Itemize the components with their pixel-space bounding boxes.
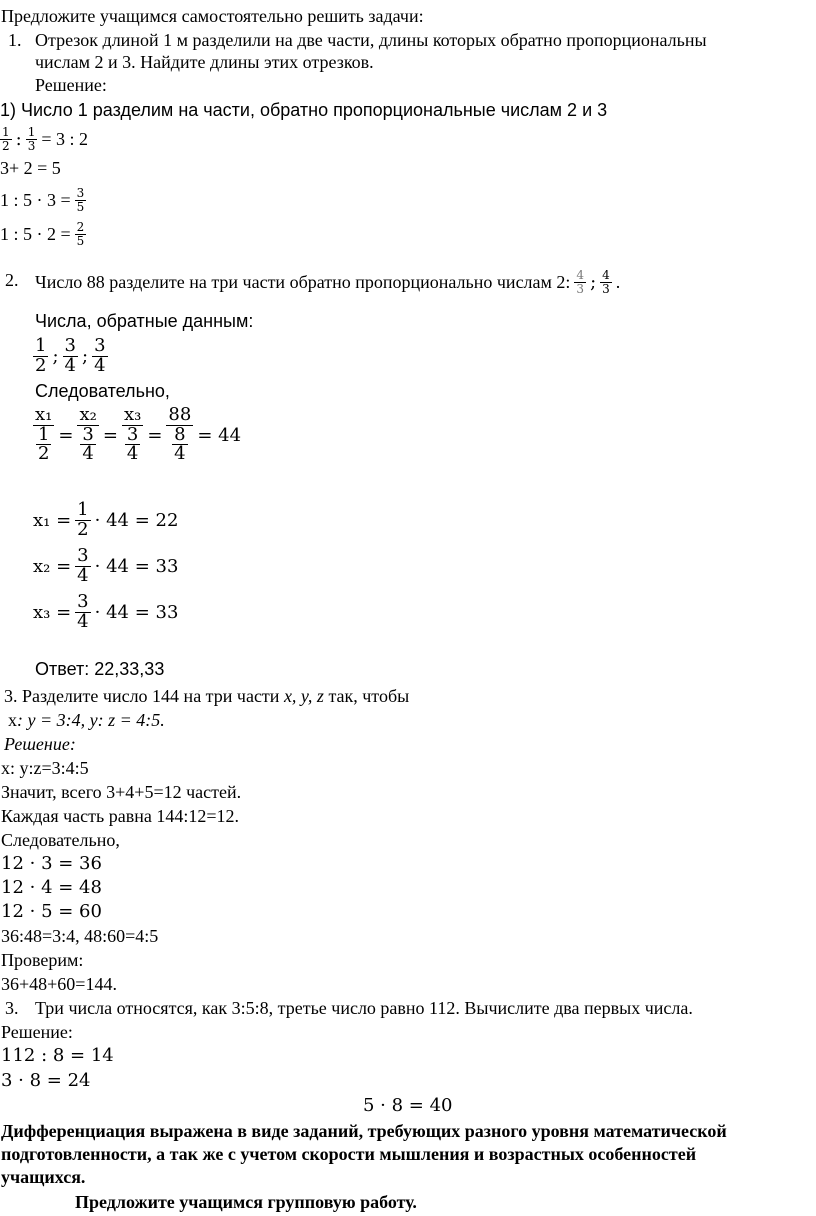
ratio-result: = 3 : 2 xyxy=(41,128,89,149)
task1-number: 1. xyxy=(8,30,22,50)
task3-l4: Следовательно, xyxy=(1,830,120,850)
numerator: 3 xyxy=(77,590,89,612)
equals: = xyxy=(58,424,74,446)
fraction xyxy=(75,544,90,586)
period: . xyxy=(615,271,621,292)
numerator: 3 xyxy=(94,334,106,356)
denominator: 4 xyxy=(64,354,76,376)
fraction xyxy=(77,403,98,465)
denominator: 4 xyxy=(94,354,106,376)
numerator: 3 xyxy=(126,423,139,445)
fraction xyxy=(172,423,187,465)
denominator: 4 xyxy=(82,443,94,465)
task2-x3 xyxy=(33,588,182,636)
fraction xyxy=(600,269,612,295)
task2-inverse-label: Числа, обратные данным: xyxy=(35,311,254,331)
task1-ratio xyxy=(0,122,92,156)
part2-lhs: 1 : 5 · 2 = xyxy=(0,223,71,244)
task1-text-line2: числам 2 и 3. Найдите длины этих отрезков. xyxy=(35,52,374,72)
equals: = xyxy=(102,424,118,446)
task3-l1: x: y:z=3:4:5 xyxy=(1,758,89,778)
x3-rhs: · 44 = 33 xyxy=(94,601,179,623)
numerator: 2 xyxy=(76,219,85,234)
task1-step1: 1) Число 1 разделим на части, обратно пропорциональные числам 2 и 3 xyxy=(0,100,608,120)
task4-solution-label: Решение: xyxy=(1,1022,73,1042)
denominator: 4 xyxy=(77,610,89,632)
task4-m1: 112 : 8 = 14 xyxy=(1,1045,114,1066)
numerator: 1 xyxy=(27,124,36,139)
fraction xyxy=(166,403,193,465)
task2-proportion xyxy=(33,402,245,468)
task3-line1-a: 3. Разделите число 144 на три части xyxy=(4,686,284,706)
numerator: 3 xyxy=(77,544,89,566)
task3-m2: 12 · 4 = 48 xyxy=(1,877,102,898)
denominator: 2 xyxy=(2,138,10,153)
x2-lhs: x₂ = xyxy=(33,555,72,577)
denominator: 4 xyxy=(77,564,89,586)
task3-line2 xyxy=(8,709,165,731)
task4-text: Три числа относятся, как 3:5:8, третье число равно 112. Вычислите два первых числа. xyxy=(35,998,693,1018)
task2-text-row xyxy=(35,262,624,302)
closing-p2: подготовленности, а так же с учетом скорости мышления и возрастных особенностей xyxy=(1,1144,697,1164)
numerator: x₁ xyxy=(35,403,53,425)
colon: : xyxy=(15,128,22,150)
fraction xyxy=(75,498,90,540)
denominator: 3 xyxy=(576,281,585,296)
task2-inverse-values xyxy=(33,333,112,379)
semicolon: ; xyxy=(590,271,597,293)
fraction xyxy=(125,423,140,465)
task3-m1: 12 · 3 = 36 xyxy=(1,853,102,874)
x2-rhs: · 44 = 33 xyxy=(94,555,179,577)
task3-line2-a: x xyxy=(8,710,17,730)
x1-lhs: x₁ = xyxy=(33,509,72,531)
numerator: x₂ xyxy=(79,403,97,425)
intro-text: Предложите учащимся самостоятельно решить задачи: xyxy=(1,6,424,26)
proportion-result: = 44 xyxy=(197,424,242,446)
fraction xyxy=(75,590,90,632)
fraction xyxy=(92,334,107,376)
numerator: 4 xyxy=(576,267,585,282)
semicolon: ; xyxy=(52,345,59,367)
numerator: 3 xyxy=(82,423,94,445)
x1-rhs: · 44 = 22 xyxy=(94,509,179,531)
denominator: 2 xyxy=(37,443,50,465)
denominator xyxy=(166,423,193,465)
closing-p3: учащихся. xyxy=(1,1167,86,1187)
task2-text: Число 88 разделите на три части обратно пропорционально числам 2: xyxy=(35,271,571,292)
part1-lhs: 1 : 5 · 3 = xyxy=(0,189,71,210)
task3-l5: 36:48=3:4, 48:60=4:5 xyxy=(1,926,159,946)
numerator: 1 xyxy=(37,423,50,445)
fraction xyxy=(122,403,143,465)
fraction xyxy=(0,126,12,152)
denominator: 2 xyxy=(77,518,89,540)
numerator: 1 xyxy=(35,334,47,356)
denominator xyxy=(77,423,98,465)
task3-solution-label: Решение: xyxy=(4,734,76,754)
numerator: x₃ xyxy=(123,403,142,425)
equals: = xyxy=(147,424,163,446)
fraction xyxy=(33,334,48,376)
denominator xyxy=(33,423,54,465)
fraction xyxy=(33,403,54,465)
fraction xyxy=(80,423,95,465)
fraction xyxy=(75,187,87,213)
task2-x1 xyxy=(33,496,182,544)
task2-x2 xyxy=(33,542,182,590)
closing-final: Предложите учащимся групповую работу. xyxy=(75,1192,417,1212)
task3-l3: Каждая часть равна 144:12=12. xyxy=(1,806,239,826)
task3-l6: Проверим: xyxy=(1,950,84,970)
numerator: 88 xyxy=(168,403,192,425)
task4-m3: 5 · 8 = 40 xyxy=(363,1095,453,1116)
denominator: 4 xyxy=(174,443,186,465)
task3-line2-b: : y = 3:4, y: z = 4:5. xyxy=(17,710,165,730)
task4-m2: 3 · 8 = 24 xyxy=(1,1070,91,1091)
task2-therefore: Следовательно, xyxy=(35,381,170,401)
task4-number: 3. xyxy=(5,998,19,1018)
numerator: 3 xyxy=(76,185,85,200)
denominator: 5 xyxy=(76,233,85,248)
task3-l7: 36+48+60=144. xyxy=(1,974,117,994)
task1-sum: 3+ 2 = 5 xyxy=(0,158,61,178)
task2-answer: Ответ: 22,33,33 xyxy=(35,659,165,679)
numerator: 4 xyxy=(602,267,610,282)
closing-p1: Дифференциация выражена в виде заданий, требующих разного уровня математической xyxy=(1,1121,727,1141)
denominator: 3 xyxy=(27,138,36,153)
fraction xyxy=(63,334,78,376)
denominator: 4 xyxy=(126,443,139,465)
task3-m3: 12 · 5 = 60 xyxy=(1,901,102,922)
numerator: 1 xyxy=(77,498,89,520)
numerator: 3 xyxy=(64,334,76,356)
denominator: 2 xyxy=(35,354,47,376)
semicolon: ; xyxy=(81,345,89,367)
task1-solution-label: Решение: xyxy=(35,75,107,95)
task3-line1-b: так, чтобы xyxy=(323,686,410,706)
task3-line1 xyxy=(4,685,409,707)
task3-l2: Значит, всего 3+4+5=12 частей. xyxy=(1,782,242,802)
denominator: 5 xyxy=(76,199,85,214)
numerator: 8 xyxy=(174,423,186,445)
task1-text-line1: Отрезок длиной 1 м разделили на две части, длины которых обратно пропорциональны xyxy=(35,30,707,50)
fraction xyxy=(26,126,38,152)
denominator: 3 xyxy=(602,281,610,296)
fraction xyxy=(36,423,51,465)
numerator: 1 xyxy=(2,124,10,139)
denominator xyxy=(122,423,143,465)
task2-number: 2. xyxy=(5,270,19,290)
fraction xyxy=(574,269,586,295)
task3-vars: x, y, z xyxy=(283,686,324,706)
fraction xyxy=(75,221,87,247)
task1-part2 xyxy=(0,214,90,254)
x3-lhs: x₃ = xyxy=(33,601,72,623)
